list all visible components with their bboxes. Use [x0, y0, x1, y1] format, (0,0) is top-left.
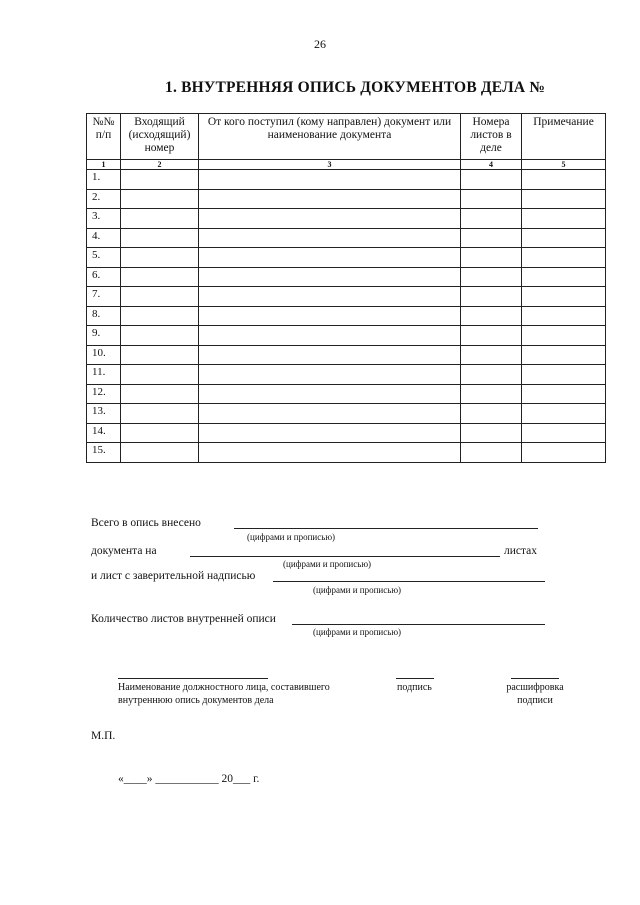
table-cell[interactable] [522, 228, 606, 248]
table-cell[interactable] [121, 209, 199, 229]
table-row [87, 365, 606, 385]
signature-label: подпись [397, 682, 432, 693]
table-cell[interactable] [522, 306, 606, 326]
table-cell[interactable] [461, 170, 522, 190]
row-number-cell: 12. [87, 384, 121, 404]
row-number-cell: 3. [87, 209, 121, 229]
row-number-cell: 1. [87, 170, 121, 190]
table-cell[interactable] [199, 248, 461, 268]
table-cell[interactable] [461, 267, 522, 287]
row-number-cell: 5. [87, 248, 121, 268]
row-number-cell: 10. [87, 345, 121, 365]
table-cell[interactable] [121, 443, 199, 463]
table-cell[interactable] [121, 306, 199, 326]
table-cell[interactable] [199, 423, 461, 443]
decoding-line[interactable] [511, 678, 559, 679]
table-cell[interactable] [461, 345, 522, 365]
header-from-whom-document-name: От кого поступил (кому направлен) документ или наименование документа [199, 114, 461, 160]
row-number-cell: 13. [87, 404, 121, 424]
table-cell[interactable] [522, 384, 606, 404]
column-number: 1 [87, 160, 121, 170]
table-cell[interactable] [199, 267, 461, 287]
table-cell[interactable] [199, 189, 461, 209]
table-row [87, 443, 606, 463]
table-row [87, 267, 606, 287]
table-cell[interactable] [121, 248, 199, 268]
table-cell[interactable] [121, 287, 199, 307]
certification-line[interactable] [273, 581, 545, 582]
table-cell[interactable] [461, 228, 522, 248]
table-cell[interactable] [522, 248, 606, 268]
table-row [87, 326, 606, 346]
table-row [87, 306, 606, 326]
table-cell[interactable] [461, 384, 522, 404]
column-number: 5 [522, 160, 606, 170]
table-cell[interactable] [121, 345, 199, 365]
table-cell[interactable] [522, 365, 606, 385]
sheets-label: листах [504, 545, 538, 557]
row-number-cell: 15. [87, 443, 121, 463]
page-number: 26 [314, 37, 326, 51]
inner-count-label: Количество листов внутренней описи [91, 613, 276, 625]
caption-digits-words: (цифрами и прописью) [283, 559, 372, 569]
table-cell[interactable] [522, 423, 606, 443]
table-cell[interactable] [121, 423, 199, 443]
table-cell[interactable] [199, 209, 461, 229]
table-body [87, 170, 606, 463]
table-cell[interactable] [522, 287, 606, 307]
table-row [87, 248, 606, 268]
certification-label: и лист с заверительной надписью [91, 570, 256, 582]
table-cell[interactable] [522, 345, 606, 365]
table-cell[interactable] [461, 423, 522, 443]
position-line[interactable] [118, 678, 268, 679]
header-sheet-numbers: Номера листов в деле [461, 114, 522, 160]
column-number: 4 [461, 160, 522, 170]
table-cell[interactable] [461, 189, 522, 209]
row-number-cell: 14. [87, 423, 121, 443]
table-cell[interactable] [121, 228, 199, 248]
caption-digits-words: (цифрами и прописью) [247, 532, 336, 542]
table-cell[interactable] [461, 443, 522, 463]
table-row [87, 345, 606, 365]
table-row [87, 404, 606, 424]
signature-line[interactable] [396, 678, 434, 679]
row-number-cell: 9. [87, 326, 121, 346]
table-cell[interactable] [121, 189, 199, 209]
table-cell[interactable] [199, 345, 461, 365]
caption-digits-words: (цифрами и прописью) [313, 627, 402, 637]
table-row [87, 423, 606, 443]
table-cell[interactable] [199, 384, 461, 404]
table-cell[interactable] [522, 209, 606, 229]
table-cell[interactable] [461, 209, 522, 229]
header-note: Примечание [522, 114, 606, 160]
table-row [87, 228, 606, 248]
table-cell[interactable] [461, 326, 522, 346]
header-number: №№ п/п [87, 114, 121, 160]
table-cell[interactable] [522, 326, 606, 346]
row-number-cell: 11. [87, 365, 121, 385]
total-entry-line[interactable] [234, 528, 538, 529]
table-cell[interactable] [121, 267, 199, 287]
row-number-cell: 2. [87, 189, 121, 209]
table-cell[interactable] [199, 365, 461, 385]
table-row [87, 384, 606, 404]
caption-digits-words: (цифрами и прописью) [313, 585, 402, 595]
table-cell[interactable] [199, 326, 461, 346]
documents-count-line[interactable] [190, 556, 500, 557]
table-cell[interactable] [199, 228, 461, 248]
stamp-label: М.П. [91, 730, 116, 742]
table-row [87, 170, 606, 190]
table-cell[interactable] [121, 384, 199, 404]
table-cell[interactable] [461, 287, 522, 307]
column-number: 3 [199, 160, 461, 170]
header-incoming-outgoing-number: Входящий (исходящий) номер [121, 114, 199, 160]
table-cell[interactable] [199, 306, 461, 326]
column-number-row [87, 160, 606, 170]
table-cell[interactable] [461, 248, 522, 268]
table-cell[interactable] [461, 404, 522, 424]
document-title: 1. ВНУТРЕННЯЯ ОПИСЬ ДОКУМЕНТОВ ДЕЛА № [165, 79, 546, 96]
table-header-row [87, 114, 606, 160]
table-cell[interactable] [522, 443, 606, 463]
decoding-label: расшифровка подписи [506, 682, 564, 706]
documents-label: документа на [91, 545, 157, 557]
table-cell[interactable] [461, 306, 522, 326]
table-row [87, 189, 606, 209]
table-cell[interactable] [199, 287, 461, 307]
table-cell[interactable] [461, 365, 522, 385]
table-cell[interactable] [121, 170, 199, 190]
column-number: 2 [121, 160, 199, 170]
row-number-cell: 4. [87, 228, 121, 248]
row-number-cell: 6. [87, 267, 121, 287]
table-cell[interactable] [121, 365, 199, 385]
table-row [87, 209, 606, 229]
table-cell[interactable] [522, 189, 606, 209]
table-cell[interactable] [199, 170, 461, 190]
table-cell[interactable] [522, 170, 606, 190]
row-number-cell: 7. [87, 287, 121, 307]
table-cell[interactable] [121, 404, 199, 424]
position-label: Наименование должностного лица, составившего внутреннюю опись документов дела [118, 682, 330, 706]
table-cell[interactable] [522, 404, 606, 424]
inventory-table [86, 113, 606, 463]
table-cell[interactable] [199, 443, 461, 463]
total-label: Всего в опись внесено [91, 517, 201, 529]
date-line[interactable]: «____» ___________ 20___ г. [118, 773, 260, 785]
inner-count-line[interactable] [292, 624, 545, 625]
table-cell[interactable] [522, 267, 606, 287]
table-cell[interactable] [199, 404, 461, 424]
table-cell[interactable] [121, 326, 199, 346]
table-row [87, 287, 606, 307]
row-number-cell: 8. [87, 306, 121, 326]
